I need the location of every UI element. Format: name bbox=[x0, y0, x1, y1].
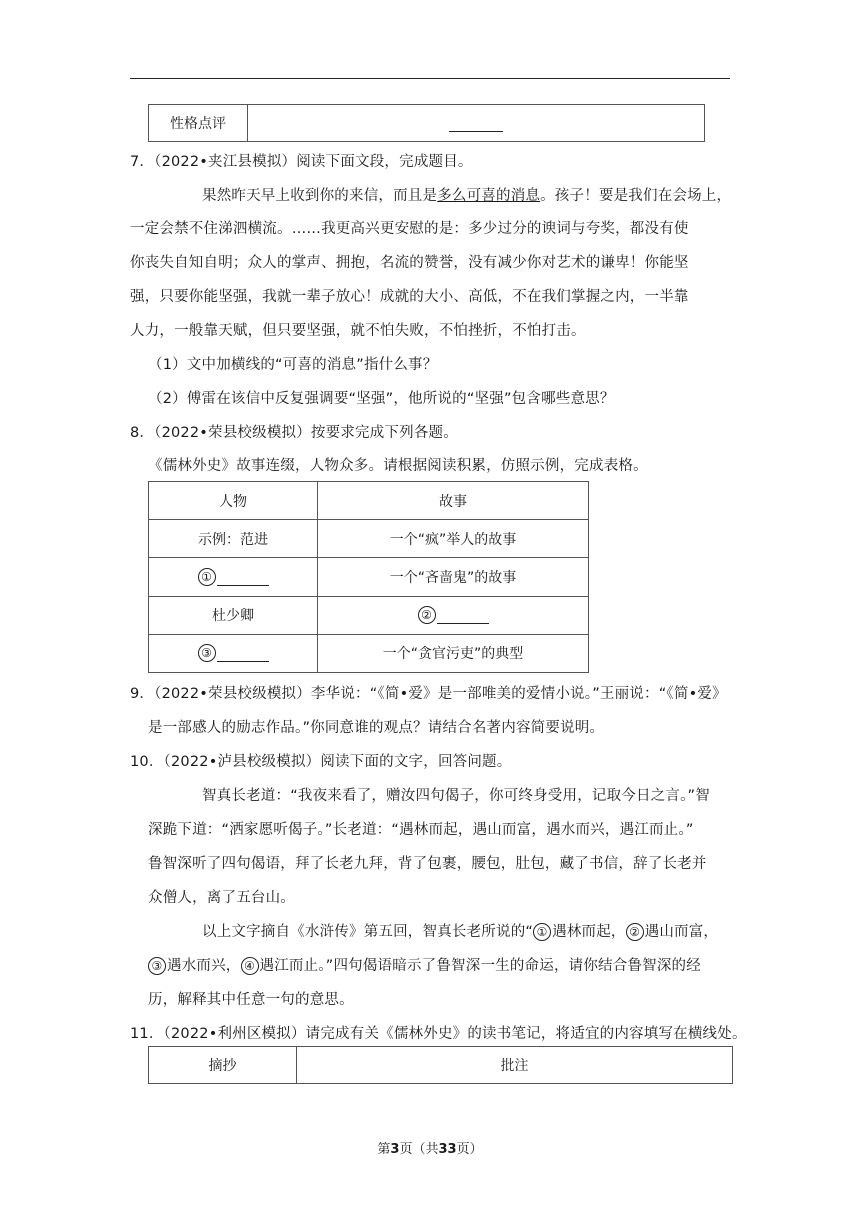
personality-blank[interactable] bbox=[248, 105, 705, 142]
q9-line-1: 9．（2022•荣县校级模拟）李华说：“《简•爱》是一部唯美的爱情小说。”王丽说：“《简•爱》 bbox=[130, 686, 727, 702]
underlined-phrase: 多么可喜的消息 bbox=[437, 188, 541, 204]
col-header-excerpt: 摘抄 bbox=[149, 1047, 297, 1084]
num-3: ③ bbox=[148, 957, 166, 975]
page-total: 33 bbox=[438, 1142, 457, 1157]
q7-paragraph-line-1: 果然昨天早上收到你的来信，而且是多么可喜的消息。孩子！要是我们在会场上， bbox=[202, 188, 732, 204]
q10-question-line-1: 以上文字摘自《水浒传》第五回，智真长老所说的“ ① 遇林而起， ② 遇山而富， bbox=[202, 924, 719, 940]
q10-passage-line-2: 深跪下道：“洒家愿听偈子。”长老道：“遇林而起，遇山而富，遇水而兴，遇江而止。” bbox=[148, 822, 694, 838]
q7-subquestion-2: （2）傅雷在该信中反复强调要“坚强”，他所说的“坚强”包含哪些意思？ bbox=[148, 391, 615, 407]
q10-heading: 10．（2022•泸县校级模拟）阅读下面的文字，回答问题。 bbox=[130, 754, 512, 770]
col-header-annotation: 批注 bbox=[297, 1047, 733, 1084]
personality-table bbox=[148, 104, 705, 142]
page-number: 3 bbox=[390, 1142, 400, 1157]
header-rule bbox=[130, 78, 730, 79]
row2-person-blank[interactable]: ① bbox=[149, 558, 318, 596]
rulin-table bbox=[148, 481, 589, 673]
col-header-person: 人物 bbox=[149, 482, 318, 520]
q9-line-2: 是一部感人的励志作品。”你同意谁的观点？请结合名著内容简要说明。 bbox=[148, 720, 605, 736]
row1-story: 一个“疯”举人的故事 bbox=[318, 520, 589, 558]
q8-heading: 8．（2022•荣县校级模拟）按要求完成下列各题。 bbox=[130, 425, 458, 441]
q7-paragraph-line-3: 你丧失自知自明；众人的掌声、拥抱，名流的赞誉，没有减少你对艺术的谦卑！你能坚 bbox=[130, 255, 689, 271]
personality-label: 性格点评 bbox=[149, 105, 248, 142]
num-2: ② bbox=[626, 923, 644, 941]
q8-intro: 《儒林外史》故事连缀，人物众多。请根据阅读积累，仿照示例，完成表格。 bbox=[148, 458, 648, 474]
reading-notes-table bbox=[148, 1046, 733, 1084]
num-4: ④ bbox=[241, 957, 259, 975]
row3-person: 杜少卿 bbox=[149, 596, 318, 634]
q7-heading: 7．（2022•夹江县模拟）阅读下面文段，完成题目。 bbox=[130, 154, 473, 170]
row2-story: 一个“吝啬鬼”的故事 bbox=[318, 558, 589, 596]
row3-story-blank[interactable]: ② bbox=[318, 596, 589, 634]
num-1: ① bbox=[533, 923, 551, 941]
col-header-story: 故事 bbox=[318, 482, 589, 520]
page-footer: 第3页（共33页） bbox=[377, 1142, 483, 1157]
q10-passage-line-1: 智真长老道：“我夜来看了，赠汝四句偈子，你可终身受用，记取今日之言。”智 bbox=[202, 788, 710, 804]
q10-question-line-2: ③ 遇水而兴， ④ 遇江而止。”四句偈语暗示了鲁智深一生的命运，请你结合鲁智深的经 bbox=[148, 954, 701, 975]
q7-paragraph-line-2: 一定会禁不住涕泗横流。……我更高兴更安慰的是：多少过分的谀词与夸奖，都没有使 bbox=[130, 221, 689, 237]
q7-paragraph-line-5: 人力，一般靠天赋，但只要坚强，就不怕失败，不怕挫折，不怕打击。 bbox=[130, 323, 586, 339]
row1-person: 示例：范进 bbox=[149, 520, 318, 558]
q10-passage-line-3: 鲁智深听了四句偈语，拜了长老九拜，背了包裹，腰包，肚包，藏了书信，辞了长老并 bbox=[148, 856, 707, 872]
q7-paragraph-line-4: 强，只要你能坚强，我就一辈子放心！成就的大小、高低，不在我们掌握之内，一半靠 bbox=[130, 289, 689, 305]
q7-subquestion-1: （1）文中加横线的“可喜的消息”指什么事？ bbox=[148, 357, 438, 373]
row4-story: 一个“贪官污吏”的典型 bbox=[318, 634, 589, 672]
row4-person-blank[interactable]: ③ bbox=[149, 634, 318, 672]
q10-question-line-3: 历，解释其中任意一句的意思。 bbox=[148, 992, 354, 1008]
q10-passage-line-4: 众僧人，离了五台山。 bbox=[148, 890, 295, 906]
q11-heading: 11．（2022•利州区模拟）请完成有关《儒林外史》的读书笔记，将适宜的内容填写在横线处。 bbox=[130, 1026, 747, 1042]
